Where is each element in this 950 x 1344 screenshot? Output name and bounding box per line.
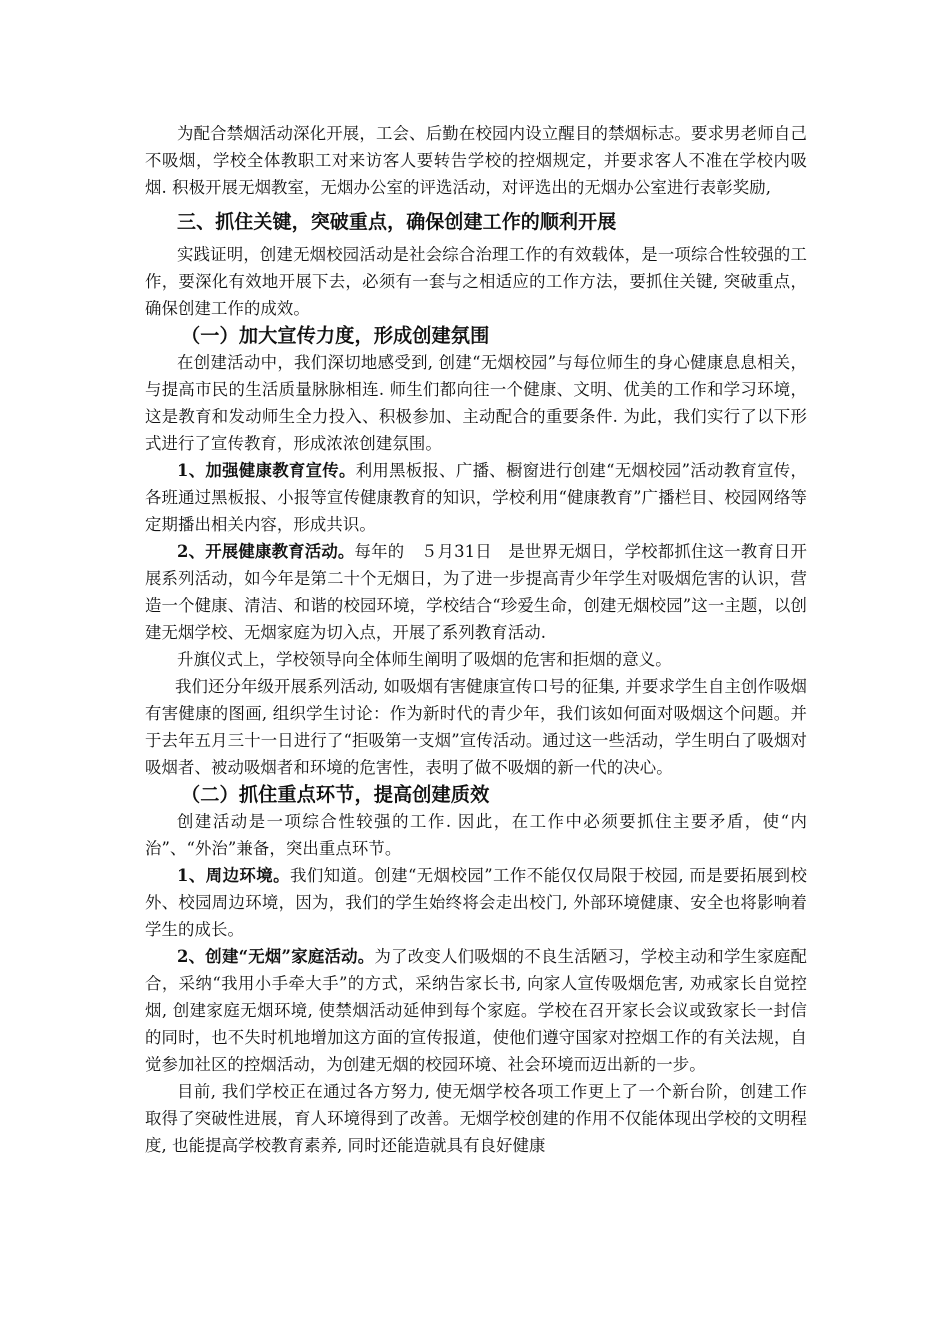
- paragraph-current-progress: 目前, 我们学校正在通过各方努力, 使无烟学校各项工作更上了一个新台阶，创建工作取得了突破性进展，育人环境得到了改善。无烟学校创建的作用不仅能体现出学校的文明程度, 也能提高学校教育素养, 同时还能造就具有良好健康: [145, 1082, 807, 1155]
- paragraph-health-education-publicity: [145, 457, 807, 538]
- subsection-2-heading: （二）抓住重点环节，提高创建质效: [181, 783, 490, 806]
- paragraph-smoke-free-family: [145, 943, 807, 1078]
- item-family-lead: 2、创建“无烟”家庭活动。: [177, 947, 375, 966]
- paragraph-practice-proves: 实践证明，创建无烟校园活动是社会综合治理工作的有效载体，是一项综合性较强的工作，要深化有效地开展下去，必须有一套与之相适应的工作方法，要抓住关键, 突破重点，确保创建工作的成效。: [145, 245, 807, 318]
- item-1-lead: 1、加强健康教育宣传。: [177, 461, 356, 480]
- paragraph-creation-activity: 在创建活动中，我们深切地感受到, 创建“无烟校园”与每位师生的身心健康息息相关，与提高市民的生活质量脉脉相连. 师生们都向往一个健康、文明、优美的工作和学习环境，这是教育和发动师生全力投入、积极参加、主动配合的重要条件. 为此，我们实行了以下形式进行了宣传教育，形成浓浓创建氛围。: [145, 353, 807, 453]
- document-body: [145, 120, 807, 1159]
- item-surroundings-text: 我们知道。创建“无烟校园”工作不能仅仅局限于校园, 而是要拓展到校外、校园周边环境，因为，我们的学生始终将会走出校门, 外部环境健康、安全也将影响着学生的成长。: [145, 866, 807, 939]
- item-surroundings-lead: 1、周边环境。: [177, 866, 290, 885]
- section-3-heading: 三、抓住关键，突破重点，确保创建工作的顺利开展: [177, 211, 617, 233]
- item-1-text: 利用黑板报、广播、橱窗进行创建“无烟校园”活动教育宣传，各班通过黑板报、小报等宣传健康教育的知识，学校利用“健康教育”广播栏目、校园网络等定期播出相关内容，形成共识。: [145, 461, 807, 534]
- subsection-1-heading: （一）加大宣传力度，形成创建氛围: [181, 324, 490, 347]
- paragraph-surroundings: [145, 862, 807, 943]
- paragraph-comprehensive-work: 创建活动是一项综合性较强的工作. 因此，在工作中必须要抓住主要矛盾，使“内治”、“外治”兼备，突出重点环节。: [145, 812, 807, 858]
- paragraph-flag-ceremony: 升旗仪式上，学校领导向全体师生阐明了吸烟的危害和拒烟的意义。: [177, 650, 672, 669]
- item-family-text: 为了改变人们吸烟的不良生活陋习，学校主动和学生家庭配合，采纳“我用小手牵大手”的方式，采纳告家长书, 向家人宣传吸烟危害, 劝戒家长自觉控烟, 创建家庭无烟环境, 使禁烟活动延伸到每个家庭。学校在召开家长会议或致家长一封信的同时，也不失时机地增加这方面的宣传报道，使他们遵守国家对控烟工作的有关法规，自觉参加社区的控烟活动，为创建无烟的校园环境、社会环境而迈出新的一步。: [145, 947, 808, 1074]
- item-2-lead: 2、开展健康教育活动。: [177, 542, 355, 561]
- paragraph-smoke-signs: 为配合禁烟活动深化开展，工会、后勤在校园内设立醒目的禁烟标志。要求男老师自己不吸烟，学校全体教职工对来访客人要转告学校的控烟规定，并要求客人不准在学校内吸烟. 积极开展无烟教室，无烟办公室的评选活动，对评选出的无烟办公室进行表彰奖励,: [145, 124, 807, 197]
- item-2-text: 每年的 ５月31日 是世界无烟日，学校都抓住这一教育日开展系列活动，如今年是第二十个无烟日，为了进一步提高青少年学生对吸烟危害的认识，营造一个健康、清洁、和谐的校园环境，学校结合“珍爱生命，创建无烟校园”这一主题，以创建无烟学校、无烟家庭为切入点，开展了系列教育活动.: [145, 542, 807, 642]
- paragraph-grade-activities: 我们还分年级开展系列活动, 如吸烟有害健康宣传口号的征集, 并要求学生自主创作吸烟有害健康的图画, 组织学生讨论：作为新时代的青少年，我们该如何面对吸烟这个问题。并于去年五月三十一日进行了“拒吸第一支烟”宣传活动。通过这一些活动，学生明白了吸烟对吸烟者、被动吸烟者和环境的危害性，表明了做不吸烟的新一代的决心。: [145, 677, 807, 777]
- paragraph-health-education-activities: [145, 538, 807, 646]
